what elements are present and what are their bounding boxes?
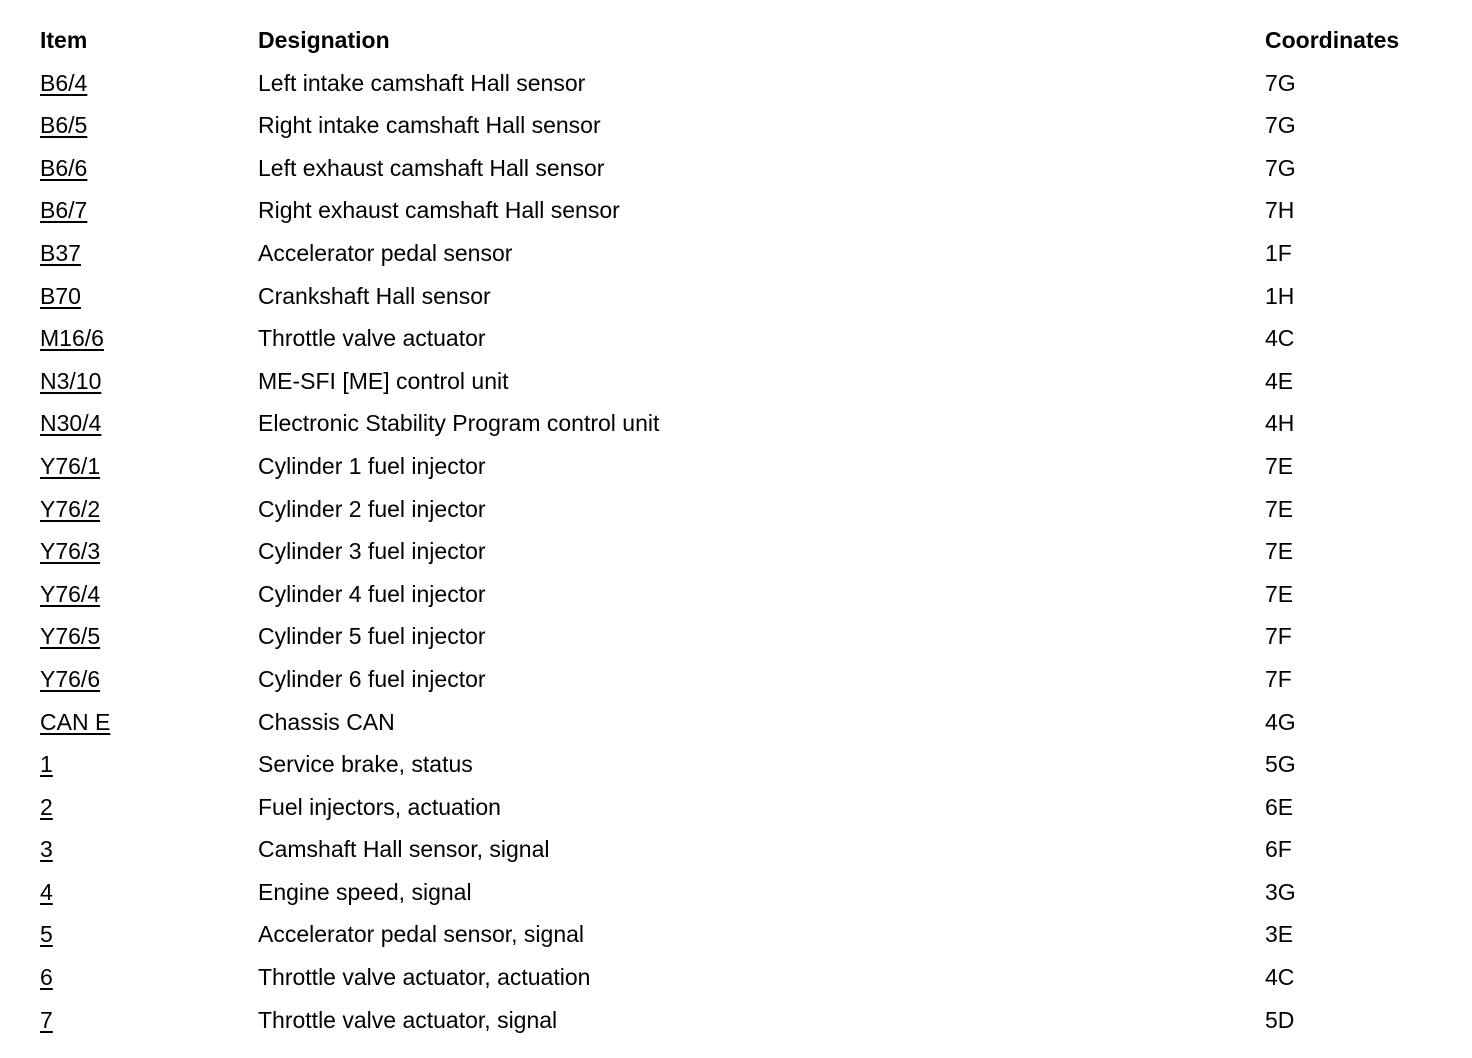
legend-row — [40, 360, 1460, 403]
designation-cell: Fuel injectors, actuation — [258, 793, 501, 820]
legend-row — [40, 956, 1460, 999]
item-link[interactable]: Y76/4 — [40, 580, 101, 607]
legend-row — [40, 786, 1460, 829]
header-designation: Designation — [258, 27, 390, 53]
legend-row — [40, 913, 1460, 956]
coordinates-cell: 4H — [1265, 410, 1295, 437]
coordinates-cell: 4E — [1265, 367, 1294, 394]
item-link[interactable]: 5 — [40, 921, 53, 948]
legend-row — [40, 701, 1460, 744]
designation-cell: Left exhaust camshaft Hall sensor — [258, 154, 605, 181]
item-link[interactable]: N3/10 — [40, 367, 102, 394]
legend-row — [40, 828, 1460, 871]
coordinates-cell: 7G — [1265, 69, 1296, 96]
coordinates-cell: 7G — [1265, 112, 1296, 139]
coordinates-cell: 5D — [1265, 1006, 1295, 1033]
coordinates-cell: 4G — [1265, 708, 1296, 735]
coordinates-cell: 6E — [1265, 793, 1294, 820]
designation-cell: Chassis CAN — [258, 708, 395, 735]
coordinates-cell: 4C — [1265, 325, 1295, 352]
item-link[interactable]: Y76/6 — [40, 665, 101, 692]
coordinates-cell: 6F — [1265, 836, 1292, 863]
coordinates-cell: 7H — [1265, 197, 1295, 224]
coordinates-cell: 7E — [1265, 452, 1294, 479]
designation-cell: Accelerator pedal sensor — [258, 239, 513, 266]
item-link[interactable]: CAN E — [40, 708, 111, 735]
item-link[interactable]: B6/4 — [40, 69, 88, 96]
coordinates-cell: 5G — [1265, 751, 1296, 778]
legend-row — [40, 62, 1460, 105]
item-link[interactable]: B70 — [40, 282, 81, 309]
coordinates-cell: 4C — [1265, 964, 1295, 991]
coordinates-cell: 7F — [1265, 665, 1292, 692]
legend-row — [40, 530, 1460, 573]
legend-row — [40, 104, 1460, 147]
item-link[interactable]: 6 — [40, 964, 53, 991]
item-link[interactable]: Y76/2 — [40, 495, 101, 522]
item-link[interactable]: 2 — [40, 793, 53, 820]
coordinates-cell: 7G — [1265, 154, 1296, 181]
item-link[interactable]: Y76/3 — [40, 538, 101, 565]
item-link[interactable]: 7 — [40, 1006, 53, 1033]
item-link[interactable]: Y76/1 — [40, 452, 101, 479]
coordinates-cell: 3E — [1265, 921, 1294, 948]
item-link[interactable]: Y76/5 — [40, 623, 101, 650]
item-link[interactable]: N30/4 — [40, 410, 102, 437]
legend-row — [40, 488, 1460, 531]
designation-cell: Throttle valve actuator, signal — [258, 1006, 558, 1033]
designation-cell: Right intake camshaft Hall sensor — [258, 112, 601, 139]
item-link[interactable]: B6/6 — [40, 154, 88, 181]
header-coordinates: Coordinates — [1265, 27, 1400, 53]
legend-row — [40, 232, 1460, 275]
item-link[interactable]: 3 — [40, 836, 53, 863]
legend-row — [40, 573, 1460, 616]
legend-row — [40, 743, 1460, 786]
item-link[interactable]: B6/5 — [40, 112, 88, 139]
designation-cell: Right exhaust camshaft Hall sensor — [258, 197, 620, 224]
item-link[interactable]: M16/6 — [40, 325, 104, 352]
item-link[interactable]: B37 — [40, 239, 81, 266]
item-link[interactable]: 1 — [40, 751, 53, 778]
designation-cell: Camshaft Hall sensor, signal — [258, 836, 550, 863]
designation-cell: Electronic Stability Program control unit — [258, 410, 660, 437]
coordinates-cell: 7E — [1265, 495, 1294, 522]
designation-cell: Accelerator pedal sensor, signal — [258, 921, 585, 948]
designation-cell: Cylinder 1 fuel injector — [258, 452, 486, 479]
designation-cell: Cylinder 6 fuel injector — [258, 665, 486, 692]
header-item: Item — [40, 27, 88, 53]
designation-cell: Cylinder 2 fuel injector — [258, 495, 486, 522]
designation-cell: Left intake camshaft Hall sensor — [258, 69, 586, 96]
legend-row — [40, 999, 1460, 1042]
designation-cell: Service brake, status — [258, 751, 473, 778]
legend-row — [40, 275, 1460, 318]
coordinates-cell: 3G — [1265, 878, 1296, 905]
legend-row — [40, 658, 1460, 701]
legend-table — [40, 19, 1460, 1041]
legend-row — [40, 317, 1460, 360]
coordinates-cell: 7F — [1265, 623, 1292, 650]
item-link[interactable]: B6/7 — [40, 197, 88, 224]
designation-cell: ME-SFI [ME] control unit — [258, 367, 509, 394]
designation-cell: Engine speed, signal — [258, 878, 472, 905]
legend-row — [40, 445, 1460, 488]
designation-cell: Cylinder 3 fuel injector — [258, 538, 486, 565]
item-link[interactable]: 4 — [40, 878, 53, 905]
legend-row — [40, 871, 1460, 914]
coordinates-cell: 7E — [1265, 538, 1294, 565]
coordinates-cell: 7E — [1265, 580, 1294, 607]
designation-cell: Crankshaft Hall sensor — [258, 282, 491, 309]
designation-cell: Throttle valve actuator, actuation — [258, 964, 591, 991]
legend-row — [40, 147, 1460, 190]
coordinates-cell: 1F — [1265, 239, 1292, 266]
legend-row — [40, 402, 1460, 445]
legend-header-row — [40, 19, 1460, 62]
designation-cell: Cylinder 5 fuel injector — [258, 623, 486, 650]
designation-cell: Cylinder 4 fuel injector — [258, 580, 486, 607]
coordinates-cell: 1H — [1265, 282, 1295, 309]
legend-row — [40, 615, 1460, 658]
legend-row — [40, 189, 1460, 232]
designation-cell: Throttle valve actuator — [258, 325, 486, 352]
